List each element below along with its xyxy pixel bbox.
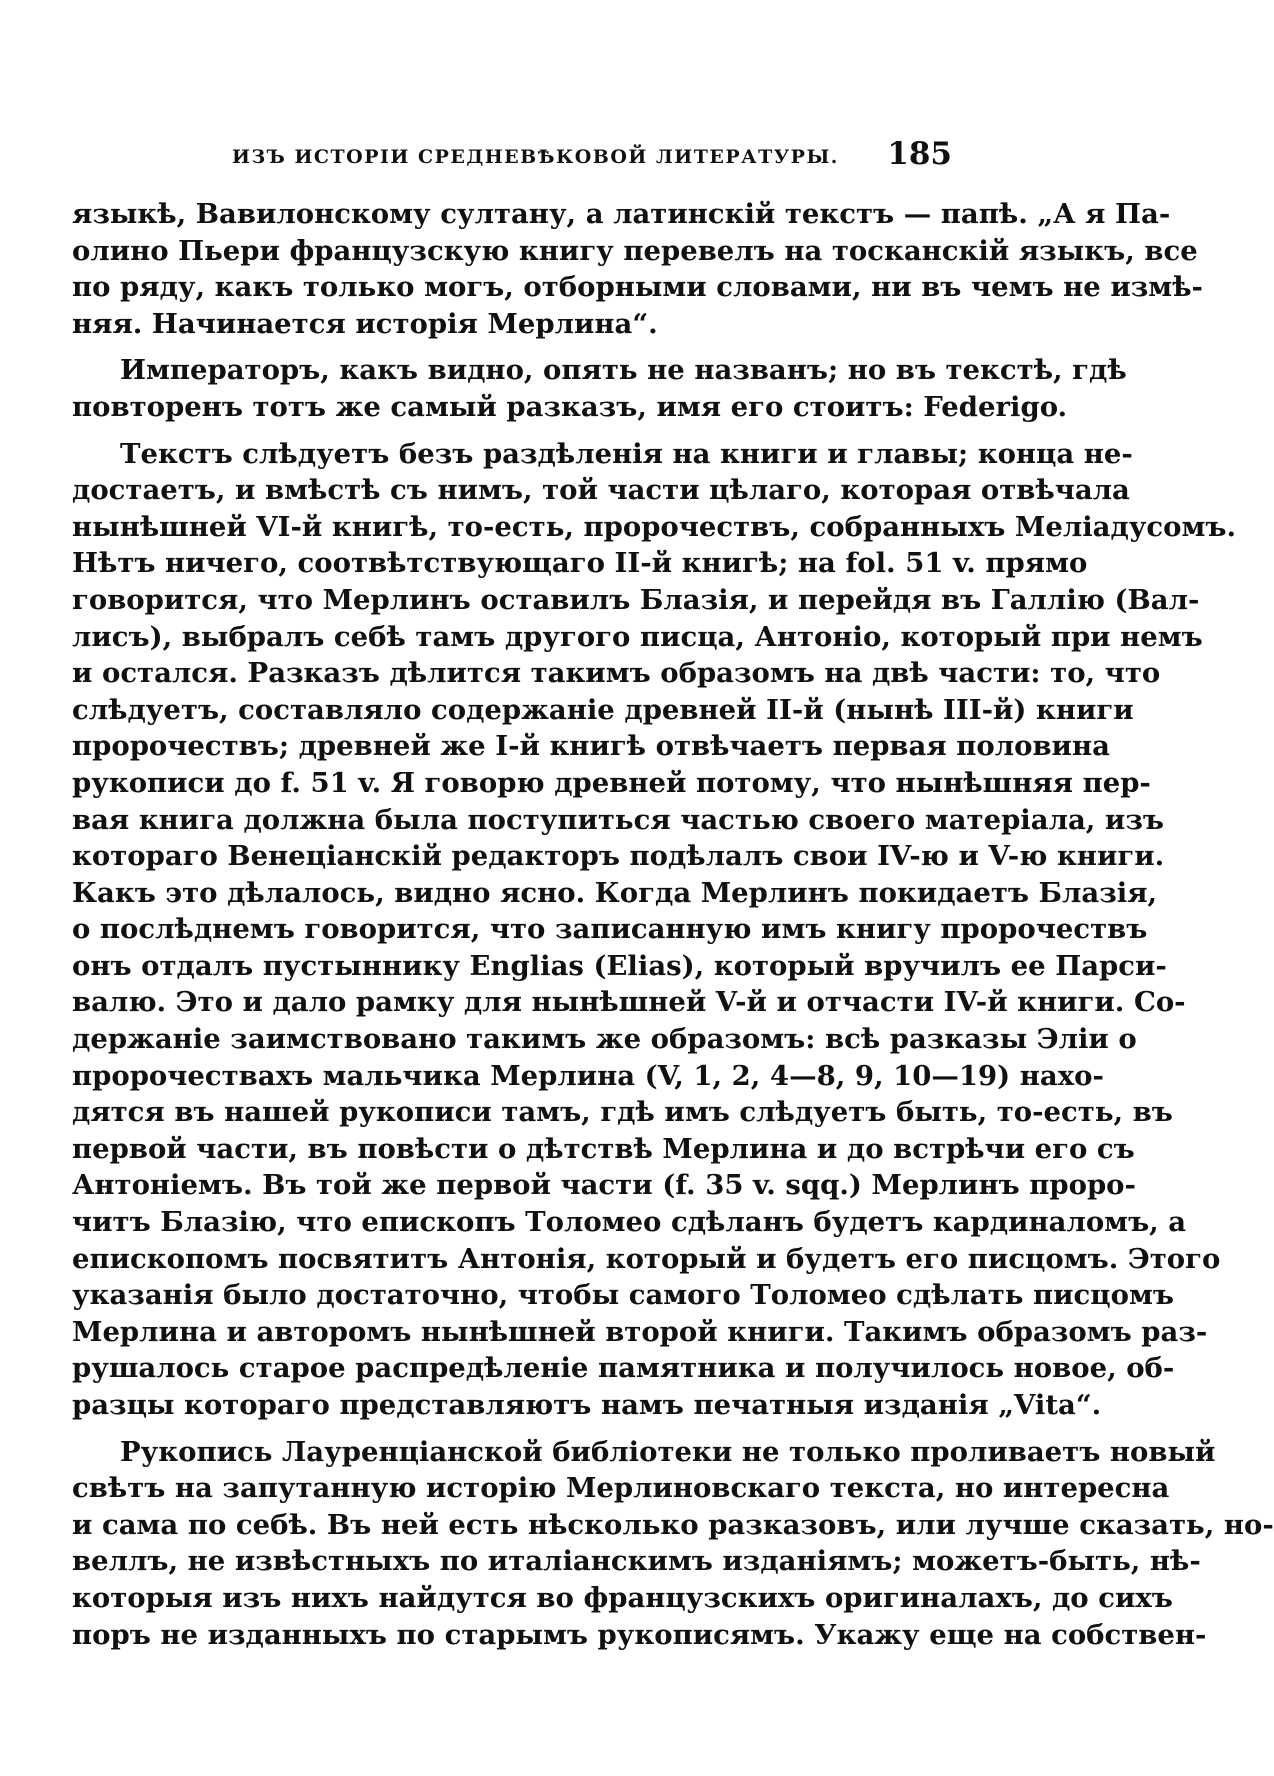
text-line: достаетъ, и вмѣстѣ съ нимъ, той части цѣлаго, которая отвѣчала <box>72 474 1130 507</box>
text-line: языкѣ, Вавилонскому султану, а латинскій текстъ — папѣ. „А я Па- <box>72 198 1171 230</box>
text-line: повторенъ тотъ же самый разказъ, имя его стоитъ: Federigo. <box>72 390 1068 423</box>
text-line: по ряду, какъ только могъ, отборными словами, ни въ чемъ не измѣ- <box>72 271 1203 304</box>
text-line: которыя изъ нихъ найдутся во французскихъ оригиналахъ, до сихъ <box>72 1581 1173 1614</box>
text-line: епископомъ посвятитъ Антонія, который и будетъ его писцомъ. Этого <box>72 1242 1221 1275</box>
text-line: и сама по себѣ. Въ ней есть нѣсколько разказовъ, или лучше сказать, но- <box>72 1508 1274 1541</box>
text-line: Императоръ, какъ видно, опять не названъ; но въ текстѣ, гдѣ <box>120 354 1127 387</box>
text-line: лисъ), выбралъ себѣ тамъ другого писца, Антоніо, который при немъ <box>72 620 1203 653</box>
text-line: олино Пьери французскую книгу перевелъ на тосканскій языкъ, все <box>72 234 1198 267</box>
running-header <box>232 136 952 176</box>
text-line: свѣтъ на запутанную исторію Мерлиновскаго текста, но интересна <box>72 1472 1170 1505</box>
page-number: 185 <box>887 136 952 172</box>
text-line: дятся въ нашей рукописи тамъ, гдѣ имъ слѣдуетъ быть, то-есть, въ <box>72 1096 1173 1129</box>
text-line: указанія было достаточно, чтобы самого Толомео сдѣлать писцомъ <box>72 1279 1174 1312</box>
text-line: нынѣшней VI-й книгѣ, то-есть, пророчествъ, собранныхъ Меліадусомъ. <box>72 510 1237 543</box>
text-line: пророчествахъ мальчика Мерлина (V, 1, 2, 4—8, 9, 10—19) нахо- <box>72 1059 1104 1092</box>
text-line: разцы котораго представляютъ намъ печатныя изданія „Vita“. <box>72 1389 1102 1421</box>
text-line: Какъ это дѣлалось, видно ясно. Когда Мерлинъ покидаетъ Блазія, <box>72 876 1158 909</box>
text-line: поръ не изданныхъ по старымъ рукописямъ. Укажу еще на собствен- <box>72 1618 1207 1651</box>
text-line: Мерлина и авторомъ нынѣшней второй книги. Такимъ образомъ раз- <box>72 1315 1208 1348</box>
text-line: держаніе заимствовано такимъ же образомъ: всѣ разказы Эліи о <box>72 1023 1137 1056</box>
text-line: Текстъ слѣдуетъ безъ раздѣленія на книги и главы; конца не- <box>120 437 1133 470</box>
text-line: вая книга должна была поступиться частью своего матеріала, изъ <box>72 803 1164 836</box>
text-line: читъ Блазію, что епископъ Толомео сдѣланъ будетъ кардиналомъ, а <box>72 1206 1187 1239</box>
text-line: веллъ, не извѣстныхъ по италіанскимъ изданіямъ; можетъ-быть, нѣ- <box>72 1545 1201 1578</box>
text-line: слѣдуетъ, составляло содержаніе древней II-й (нынѣ III-й) книги <box>72 693 1134 726</box>
text-line: и остался. Разказъ дѣлится такимъ образомъ на двѣ части: то, что <box>72 657 1161 690</box>
text-line: онъ отдалъ пустыннику Englias (Elias), который вручилъ ее Парси- <box>72 949 1167 982</box>
text-line: Антоніемъ. Въ той же первой части (f. 35 v. sqq.) Мерлинъ проро- <box>72 1169 1136 1202</box>
text-line: о послѣднемъ говорится, что записанную имъ книгу пророчествъ <box>72 913 1148 946</box>
text-line: Нѣтъ ничего, соотвѣтствующаго II-й книгѣ; на fol. 51 v. прямо <box>72 547 1088 580</box>
text-line: Рукопись Лауренціанской библіотеки не только проливаетъ новый <box>120 1435 1216 1468</box>
text-line: рукописи до f. 51 v. Я говорю древней потому, что нынѣшняя пер- <box>72 766 1151 799</box>
text-line: няя. Начинается исторія Мерлина“. <box>72 307 658 340</box>
text-line: пророчествъ; древней же I-й книгѣ отвѣчаетъ первая половина <box>72 730 1110 763</box>
body-text <box>72 196 1274 1653</box>
text-line: валю. Это и дало рамку для нынѣшней V-й и отчасти IV-й книги. Со- <box>72 986 1186 1019</box>
text-line: рушалось старое распредѣленіе памятника и получилось новое, об- <box>72 1352 1175 1385</box>
text-line: котораго Венеціанскій редакторъ подѣлалъ свои IV-ю и V-ю книги. <box>72 840 1165 873</box>
running-title: ИЗЪ ИСТОРІИ СРЕДНЕВѢКОВОЙ ЛИТЕРАТУРЫ. <box>232 146 839 168</box>
text-line: первой части, въ повѣсти о дѣтствѣ Мерлина и до встрѣчи его съ <box>72 1132 1135 1165</box>
text-line: говорится, что Мерлинъ оставилъ Блазія, и перейдя въ Галлію (Вал- <box>72 583 1200 616</box>
